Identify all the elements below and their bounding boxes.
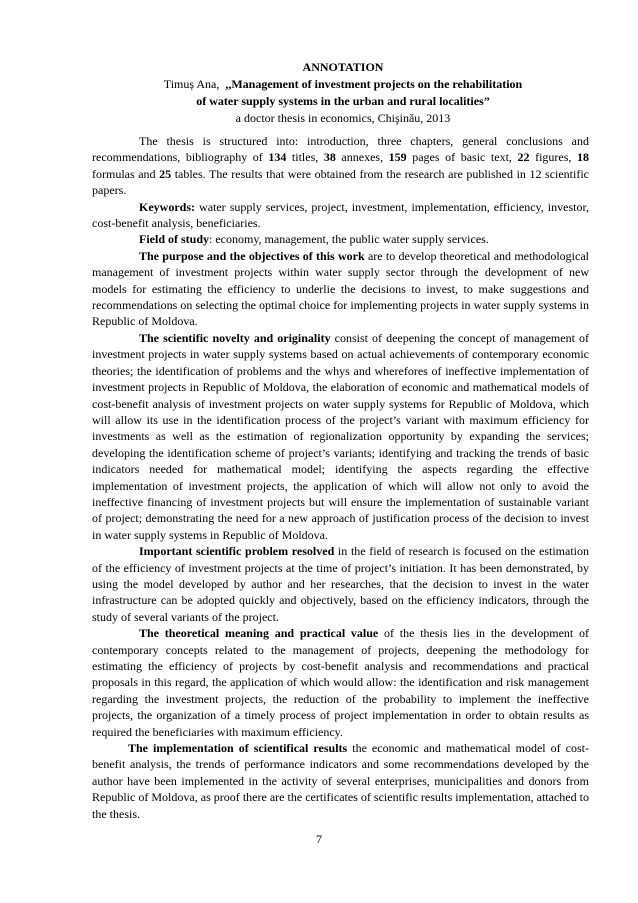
- annotation-header: [60, 59, 626, 127]
- implementation-label: The implementation of scientifical results: [128, 741, 348, 756]
- paragraph-purpose: The purpose and the objectives of this work are to develop theoretical and methodological management of investment projects within water supply sector through the development of new models for estimating the efficiency to underlie the decisions to invest, to make suggestions and recommendations on selecting the optimal choice for implementing projects in water supply systems in Republic of Moldova.: [92, 248, 589, 329]
- purpose-label: The purpose and the objectives of this work: [139, 248, 365, 263]
- paragraph-field-of-study: Field of study: economy, management, the public water supply services.: [139, 232, 489, 247]
- keywords-label: Keywords:: [139, 199, 195, 214]
- annotation-title: ANNOTATION: [302, 60, 384, 74]
- thesis-subtitle: a doctor thesis in economics, Chişinău, 2013: [235, 111, 451, 125]
- page-number: 7: [316, 832, 322, 846]
- paragraph-structure: The thesis is structured into: introduction, three chapters, general conclusions and recommendations, bibliography of 134 titles, 38 annexes, 159 pages of basic text, 22 figures, 18 formulas and 25 tables. The results that were obtained from the research are published in 12 scientific papers.: [92, 134, 590, 198]
- paragraph-implementation: The implementation of scientifical results the economic and mathematical model of cost-benefit analysis, the trends of performance indicators and some recommendations developed by the author have been implemented in the activity of several enterprises, municipalities and donors from Republic of Moldova, as proof there are the certificates of scientific results implementation, attached to the thesis.: [92, 741, 590, 821]
- problem-label: Important scientific problem resolved: [139, 544, 335, 559]
- annotation-body: [92, 133, 589, 822]
- author-name: Timuș Ana,: [163, 77, 220, 91]
- thesis-title-part-2: of water supply systems in the urban and rural localities”: [196, 94, 490, 108]
- field-label: Field of study: [139, 232, 210, 247]
- meaning-label: The theoretical meaning and practical value: [139, 626, 379, 641]
- thesis-title-part-1: ,,Management of investment projects on the rehabilitation: [225, 77, 523, 91]
- paragraph-keywords: Keywords: water supply services, project, investment, implementation, efficiency, investor, cost-benefit analysis, beneficiaries.: [92, 199, 589, 231]
- paragraph-problem: Important scientific problem resolved in the field of research is focused on the estimation of the efficiency of investment projects at the time of project’s initiation. It has been demonstrated, by using the model developed by author and her researches, that the decision to invest in the water infrastructure can be adopted quickly and objectively, based on the efficiency indicators, through the study of several variants of the project.: [92, 544, 589, 624]
- thesis-title-line-1: [60, 76, 626, 93]
- paragraph-novelty: The scientific novelty and originality consist of deepening the concept of management of investment projects in water supply systems based on actual achievements of contemporary economic theories; the identification of problems and the whys and wherefores of ineffective implementation of investment projects in Republic of Moldova, the elaboration of economic and mathematical models of cost-benefit analysis of investment projects on water supply systems for Republic of Moldova, which will allow its use in the identification process of the project’s variant with maximum efficiency for investments as well as the estimation of regionalization opportunity by expanding the services; developing the identification scheme of project’s variants; identifying and tracking the trends of basic indicators needed for mathematical model; identifying the aspects regarding the effective implementation of investment projects, the application of which will allow not only to avoid the ineffective financing of investment projects but will ensure the implementation of sustainable variant of project; demonstrating the need for a new approach of justification process of the decision to invest in water supply systems in Republic of Moldova.: [92, 330, 589, 542]
- novelty-label: The scientific novelty and originality: [139, 330, 331, 345]
- paragraph-meaning: The theoretical meaning and practical value of the thesis lies in the development of contemporary concepts related to the management of projects, deepening the methodology for estimating the efficiency of projects by cost-benefit analysis and recommendations and practical proposals in this regard, the application of which would allow: the identification and risk management regarding the investment projects, the reduction of the probability to implement the ineffective projects, the organization of a timely process of project implementation in order to obtain results as required the beneficiaries with maximum efficiency.: [92, 626, 589, 739]
